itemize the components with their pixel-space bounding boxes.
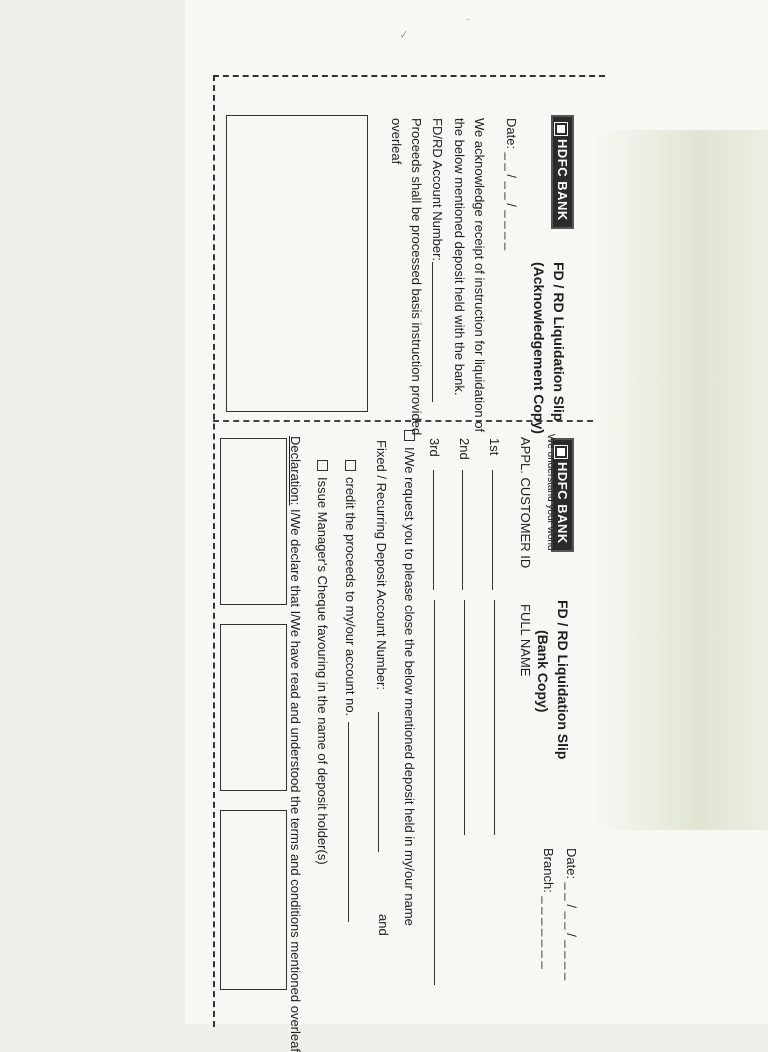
holder-3-name-line[interactable]: [434, 600, 435, 985]
ack-stamp-box: [226, 115, 368, 412]
bank-date-field[interactable]: Date: _ _ / _ _ / _ _ _ _: [564, 848, 579, 981]
ack-date-field[interactable]: Date: _ _ / _ _ / _ _ _ _: [504, 118, 519, 251]
ack-proceeds-line: Proceeds shall be processed basis instruction provided: [409, 118, 424, 436]
column-header-full-name: FULL NAME: [518, 604, 533, 677]
declaration-row: [288, 436, 303, 1052]
close-request-row[interactable]: [402, 430, 417, 926]
holder-3-customer-id-line[interactable]: [433, 470, 434, 590]
bank-subtitle: (Bank Copy): [535, 630, 551, 713]
cheque-option-text: Issue Manager's Cheque favouring in the name of deposit holder(s): [315, 477, 330, 865]
close-request-text: I/We request you to please close the below mentioned deposit held in my/our name: [402, 447, 417, 926]
declaration-label: Declaration:: [288, 436, 303, 506]
declaration-text: I/We declare that I/We have read and understood the terms and conditions mentioned overleaf: [288, 509, 303, 1052]
credit-option-text: credit the proceeds to my/our account no.: [343, 477, 358, 717]
holder-row-label: 2nd: [457, 438, 472, 460]
bank-tagline: We understand your world: [545, 434, 556, 551]
ack-paragraph-line: the below mentioned deposit held with the bank.: [452, 118, 467, 396]
holder-row-label: 3rd: [427, 438, 442, 457]
credit-account-input-line[interactable]: [348, 722, 349, 922]
ack-account-input-line[interactable]: [432, 262, 433, 402]
cheque-option-row[interactable]: [315, 460, 330, 865]
signature-box-3[interactable]: [220, 810, 287, 990]
signature-box-2[interactable]: [220, 624, 287, 791]
holder-1-name-line[interactable]: [494, 600, 495, 835]
deposit-account-input-line[interactable]: [378, 712, 379, 852]
deposit-account-label: Fixed / Recurring Deposit Account Number:: [374, 440, 389, 690]
signature-box-1[interactable]: [220, 438, 287, 605]
holder-2-customer-id-line[interactable]: [462, 470, 463, 590]
holder-1-customer-id-line[interactable]: [492, 470, 493, 590]
ack-paragraph-line: We acknowledge receipt of instruction for liquidation of: [472, 118, 487, 433]
background-tint: [596, 130, 768, 830]
close-request-checkbox[interactable]: [404, 430, 415, 441]
holder-row-label: 1st: [487, 438, 502, 456]
ack-account-label: FD/RD Account Number:: [430, 118, 445, 262]
column-header-customer-id: APPL. CUSTOMER ID: [518, 437, 533, 569]
cheque-option-checkbox[interactable]: [317, 460, 328, 471]
scan-speck: ·: [466, 14, 470, 25]
bank-branch-field[interactable]: Branch: _ _ _ _ _ _ _: [541, 848, 556, 969]
hdfc-logo-icon: [555, 123, 567, 135]
hdfc-logo: HDFC BANK: [551, 438, 574, 552]
and-text: and: [376, 914, 391, 936]
hdfc-logo-icon: [555, 446, 567, 458]
bank-title: FD / RD Liquidation Slip: [555, 600, 571, 760]
credit-option-checkbox[interactable]: [345, 460, 356, 471]
holder-2-name-line[interactable]: [464, 600, 465, 835]
credit-option-row[interactable]: [343, 460, 358, 716]
ack-proceeds-line: overleaf: [389, 118, 404, 165]
hdfc-logo: HDFC BANK: [551, 115, 574, 229]
ack-subtitle: (Acknowledgement Copy): [531, 262, 547, 434]
scan-speck: ·⁄: [400, 30, 405, 41]
ack-title: FD / RD Liquidation Slip: [551, 262, 567, 422]
